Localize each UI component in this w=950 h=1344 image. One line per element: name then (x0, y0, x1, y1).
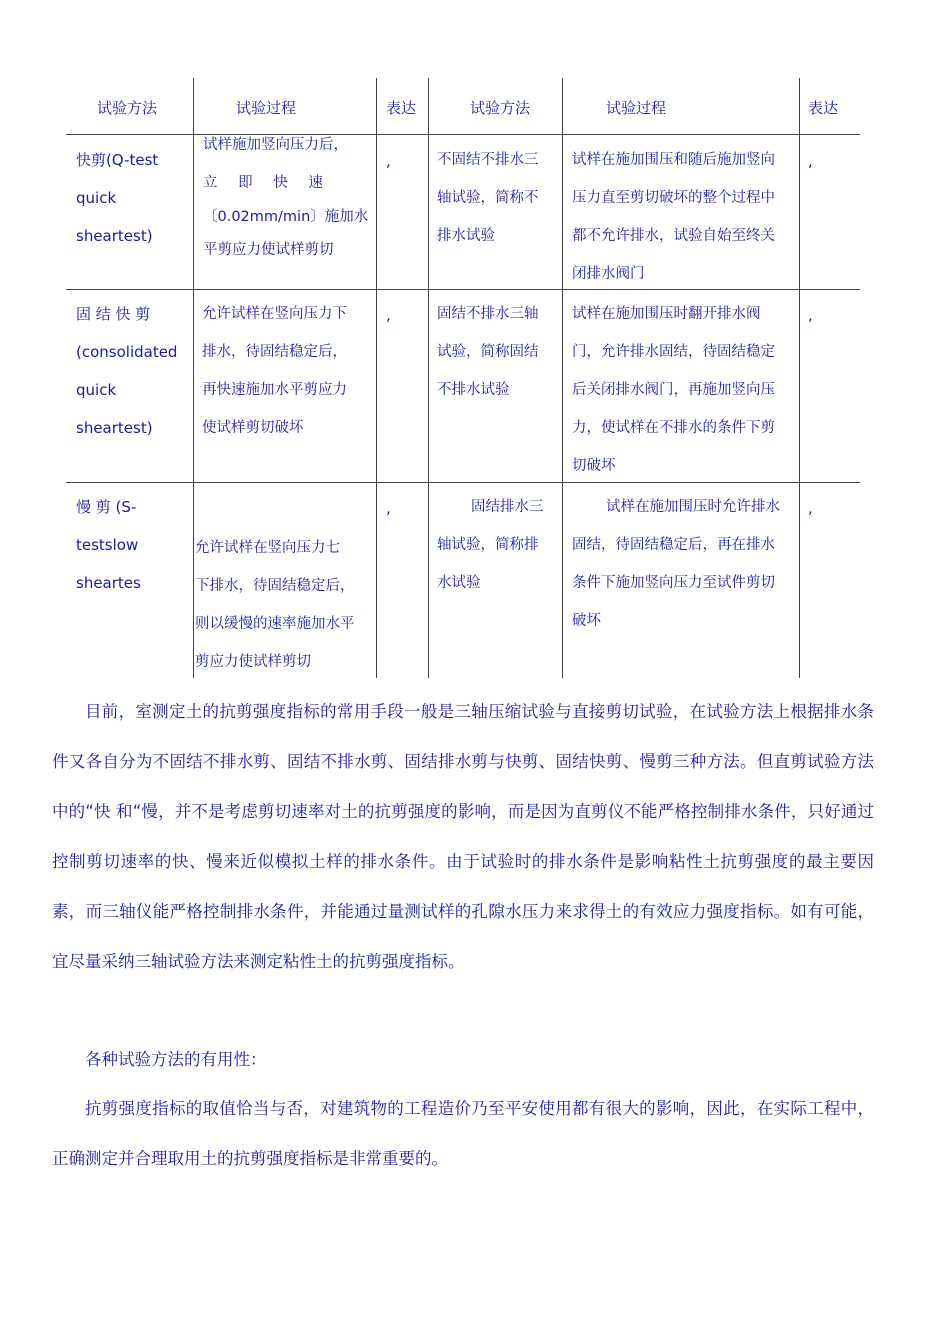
cell-line: 不固结不排水三 (437, 152, 539, 168)
cell-line: 条件下施加竖向压力至试件剪切 (572, 575, 775, 591)
cell-line: 轴试验，简称排 (437, 537, 539, 553)
cell-line: 试样在施加围压时翻开排水阀 (572, 306, 761, 322)
cell-line: 闭排水阀门 (572, 266, 645, 282)
cell-line: 门，允许排水固结，待固结稳定 (572, 344, 775, 360)
table-divider (66, 134, 860, 135)
cell-line: 立 即 快 速 (203, 175, 331, 191)
cell-line: 试样在施加围压时允许排水 (606, 499, 780, 515)
table-cell-expr: , (386, 499, 391, 517)
cell-line: 固结，待固结稳定后，再在排水 (572, 537, 775, 553)
cell-line: 水试验 (437, 575, 481, 591)
cell-line: 〔0.02mm/min〕施加水 (203, 209, 369, 225)
cell-line: 排水，待固结稳定后， (202, 344, 347, 360)
cell-line: 后关闭排水阀门，再施加竖向压 (572, 382, 775, 398)
cell-line: 破坏 (572, 613, 601, 629)
table-header: 试验过程 (606, 99, 667, 117)
table-cell-expr: , (386, 152, 391, 170)
table-header: 试验方法 (97, 99, 158, 117)
table-cell-expr: , (808, 306, 813, 324)
table-cell-process (572, 295, 798, 485)
cell-line: 则以缓慢的速率施加水平 (195, 616, 355, 632)
table-divider (799, 78, 800, 678)
table-header: 试验过程 (236, 99, 297, 117)
table-cell-expr: , (386, 306, 391, 324)
cell-line: 压力直至剪切破坏的整个过程中 (572, 190, 775, 206)
table-divider (562, 78, 563, 678)
cell-line: 下排水，待固结稳定后， (195, 578, 355, 594)
cell-line: 试验，简称固结 (437, 344, 539, 360)
table-cell-process (202, 295, 376, 447)
cell-line: 固结不排水三轴 (437, 306, 539, 322)
cell-line: 切破坏 (572, 458, 616, 474)
cell-line: 都不允许排水，试验自始至终关 (572, 228, 775, 244)
table-header: 表达 (386, 99, 417, 117)
table-cell-method (437, 488, 561, 602)
table-cell-method: 快剪(Q-test quick sheartest) (76, 151, 159, 245)
cell-line: 力，使试样在不排水的条件下剪 (572, 420, 775, 436)
table-cell-process (572, 141, 798, 293)
cell-line: 试样在施加围压和随后施加竖向 (572, 152, 775, 168)
cell-line: 轴试验，简称不 (437, 190, 539, 206)
table-cell-method (437, 295, 557, 409)
cell-line: 使试样剪切破坏 (202, 420, 304, 436)
cell-line: 不排水试验 (437, 382, 510, 398)
table-cell-method (437, 141, 557, 255)
table-cell-method: 慢 剪 (S-testslow sheartes (76, 498, 141, 592)
table-divider (428, 78, 429, 678)
table-header: 试验方法 (470, 99, 531, 117)
cell-line: 剪应力使试样剪切 (195, 654, 311, 670)
table-cell-expr: , (808, 152, 813, 170)
cell-line: 排水试验 (437, 228, 495, 244)
cell-line: 允许试样在竖向压力七 (195, 540, 340, 556)
cell-line: 固结排水三 (471, 499, 544, 515)
body-paragraph: 目前，室测定土的抗剪强度指标的常用手段一般是三轴压缩试验与直接剪切试验，在试验方法上根据排水条件又各自分为不固结不排水剪、固结不排水剪、固结排水剪与快剪、固结快剪、慢剪三种方法。但直剪试验方法中的“快 和“慢，并不是考虑剪切速率对土的抗剪强度的影响，而是因为直剪仪不能严格控制排水条件，只好通过控制剪切速率的快、慢来近似模拟土样的排水条件。由于试验时的排水条件是影响粘性土抗剪强度的最主要因素，而三轴仪能严格控制排水条件，并能通过量测试样的孔隙水压力来求得土的有效应力强度指标。如有可能，宜尽量采纳三轴试验方法来测定粘性土的抗剪强度指标。 (52, 702, 874, 971)
table-cell-process (195, 529, 376, 681)
cell-line: 试样施加竖向压力后， (203, 137, 348, 153)
table-cell-process (572, 488, 798, 640)
table-cell-method: 固 结 快 剪 (consolidated quick sheartest) (76, 305, 178, 437)
table-cell-expr: , (808, 499, 813, 517)
table-cell-process (195, 126, 375, 269)
cell-line: 允许试样在竖向压力下 (202, 306, 347, 322)
body-paragraph: 抗剪强度指标的取值恰当与否，对建筑物的工程造价乃至平安使用都有很大的影响，因此，在实际工程中，正确测定并合理取用土的抗剪强度指标是非常重要的。 (52, 1099, 874, 1168)
cell-line: 再快速施加水平剪应力 (202, 382, 347, 398)
table-header: 表达 (808, 99, 839, 117)
body-paragraph: 各种试验方法的有用性： (85, 1050, 267, 1069)
table-divider (376, 78, 377, 678)
cell-line: 平剪应力使试样剪切 (203, 242, 334, 258)
